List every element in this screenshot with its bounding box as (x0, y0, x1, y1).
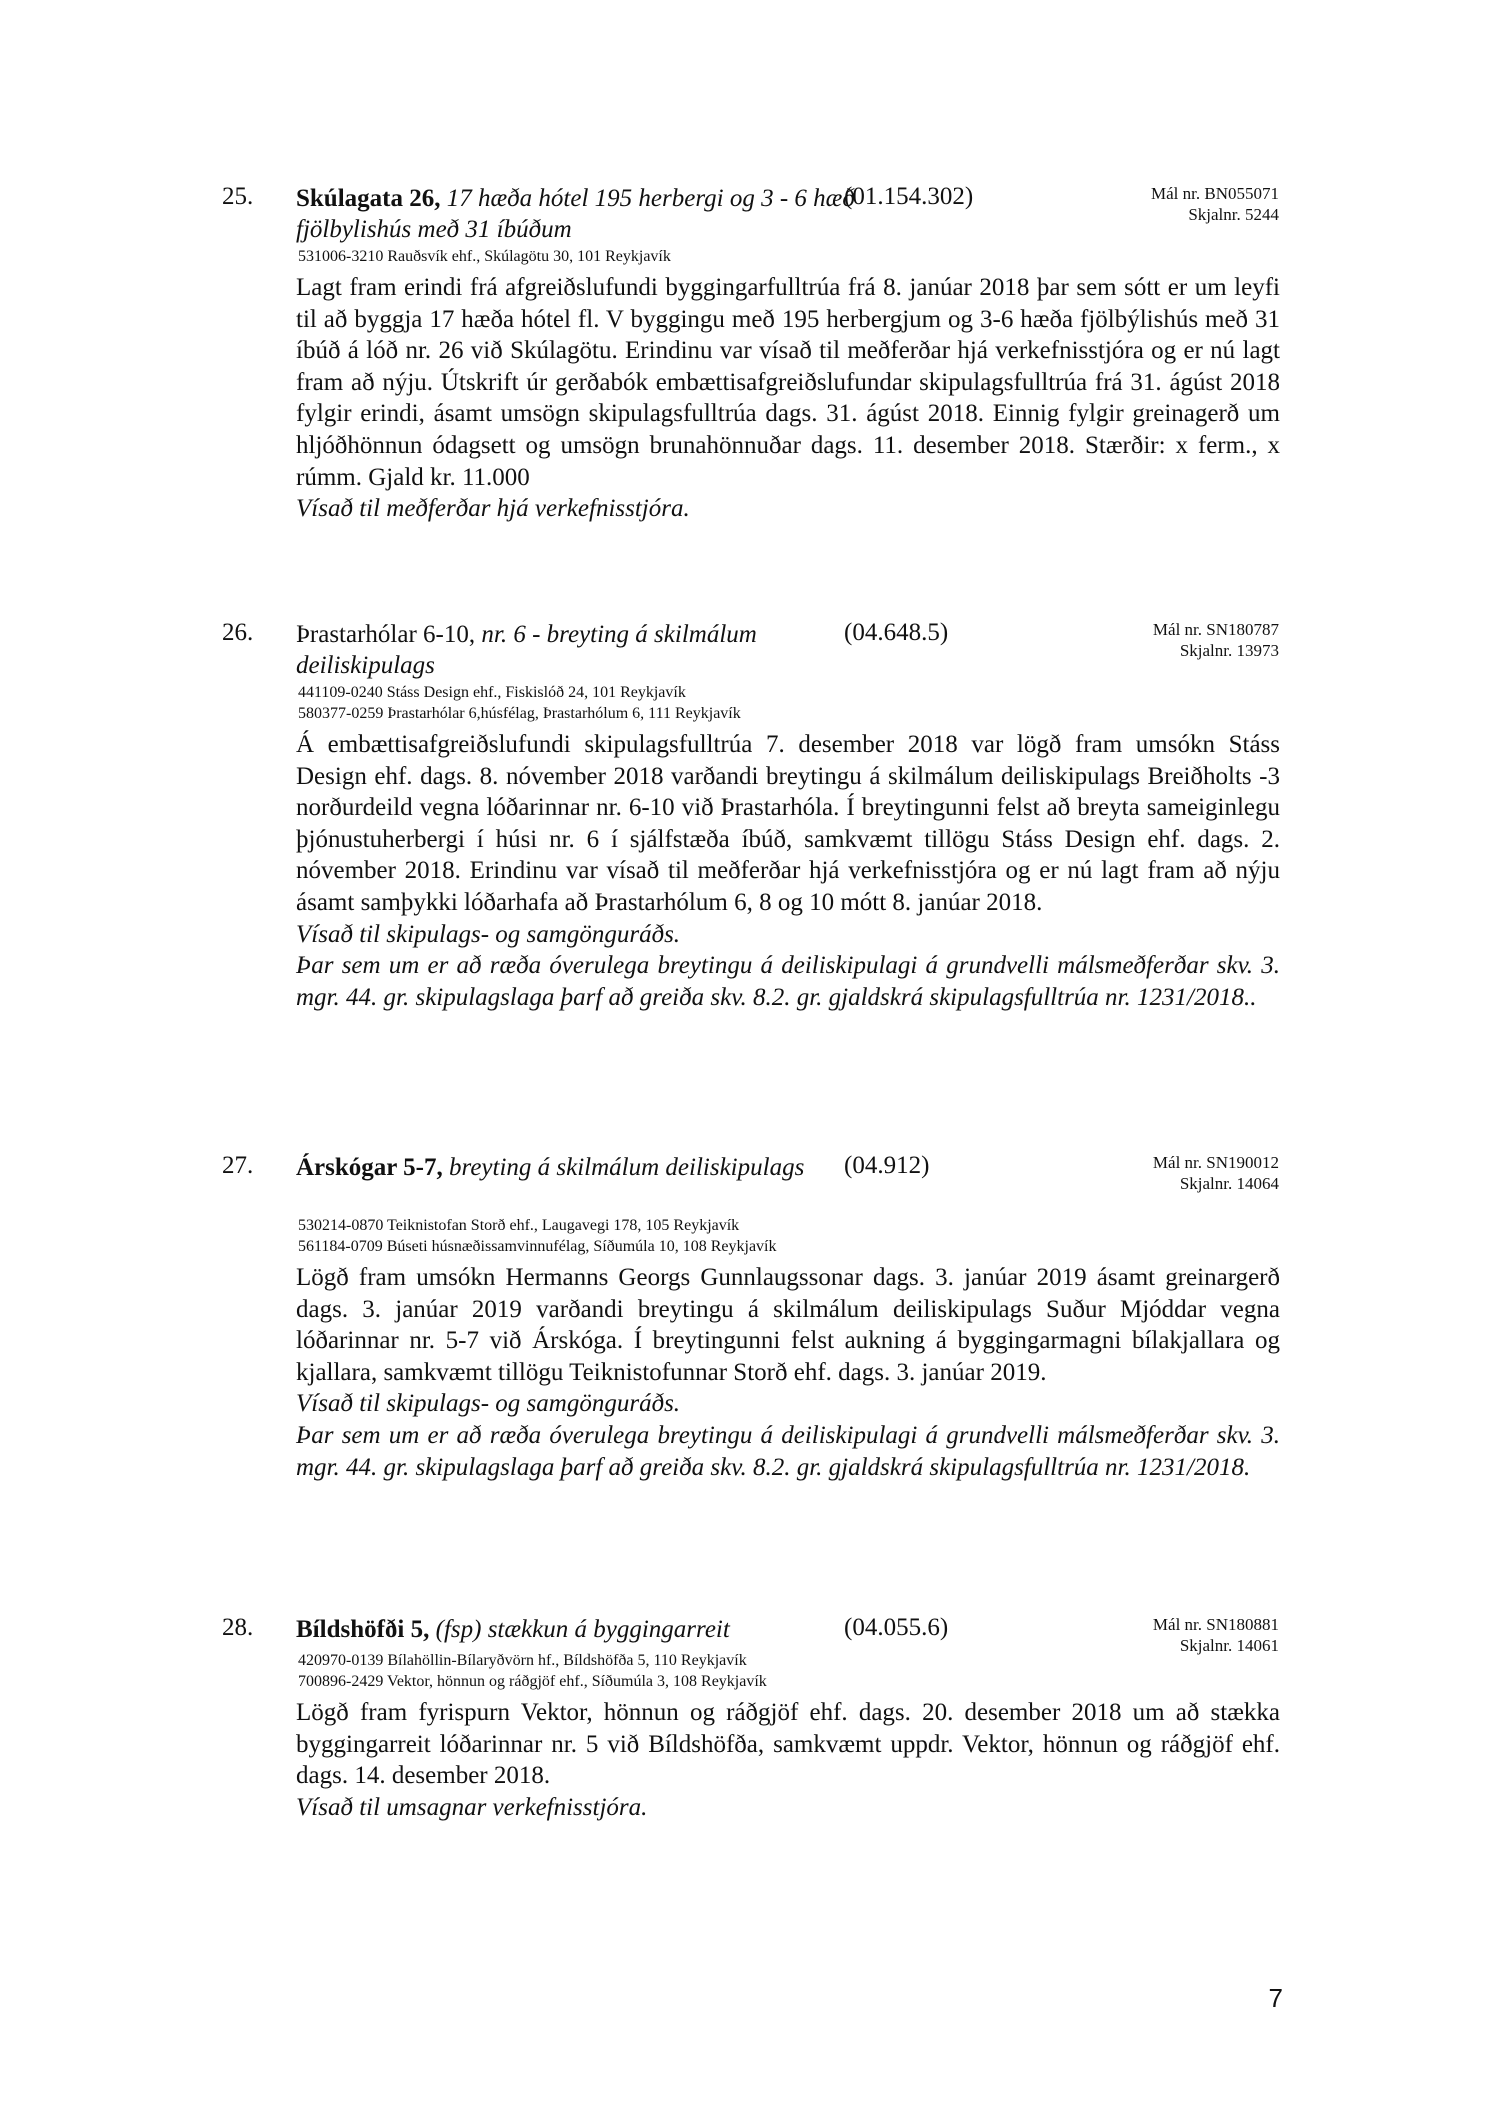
item-note: Þar sem um er að ræða óverulega breytingu á deiliskipulagi á grundvelli málsmeðferðar skv. 3. mgr. 44. gr. skipulagslaga þarf að greiða skv. 8.2. gr. gjaldskrá skipulagsfulltrúa nr. 1231/2018.. (296, 952, 1280, 1011)
case-number: Mál nr. SN180881 (1152, 1615, 1279, 1634)
item-title (296, 1614, 896, 1645)
case-number: Mál nr. SN180787 (1152, 620, 1279, 639)
title-description: breyting á skilmálum deiliskipulags (442, 1154, 805, 1181)
item-body (296, 1262, 1280, 1483)
item-decision: Vísað til meðferðar hjá verkefnisstjóra. (296, 495, 690, 523)
land-code: (04.648.5) (844, 619, 949, 646)
item-text: Lögð fram umsókn Hermanns Georgs Gunnlaugssonar dags. 3. janúar 2019 ásamt greinargerð dags. 3. janúar 2019 varðandi breytingu á skilmálum deiliskipulags Suður Mjóddar vegna lóðarinnar nr. 5-7 við Árskóga. Í breytingunni felst aukning á byggingarmagni bílakjallara og kjallara, samkvæmt tillögu Teiknistofunnar Storð ehf. dags. 3. janúar 2019. (296, 1264, 1280, 1386)
document-number: Skjalnr. 13973 (1179, 641, 1279, 660)
title-description: nr. 6 - breyting á skilmálum deiliskipulags (296, 621, 757, 679)
item-title (296, 1152, 856, 1183)
item-body (296, 729, 1280, 1013)
item-note: Þar sem um er að ræða óverulega breytingu á deiliskipulagi á grundvelli málsmeðferðar skv. 3. mgr. 44. gr. skipulagslaga þarf að greiða skv. 8.2. gr. gjaldskrá skipulagsfulltrúa nr. 1231/2018. (296, 1421, 1280, 1481)
applicant: 561184-0709 Búseti húsnæðissamvinnufélag, Síðumúla 10, 108 Reykjavík (298, 1238, 777, 1255)
item-decision: Vísað til skipulags- og samgönguráðs. (296, 1390, 681, 1418)
title-address: Árskógar 5-7, (296, 1154, 443, 1181)
item-title (296, 619, 856, 681)
applicant: 530214-0870 Teiknistofan Storð ehf., Laugavegi 178, 105 Reykjavík (298, 1217, 740, 1234)
item-number: 26. (222, 619, 254, 646)
item-number: 27. (222, 1152, 254, 1179)
case-reference (1153, 619, 1279, 661)
item-number: 28. (222, 1614, 254, 1641)
applicant-list (298, 1215, 777, 1257)
case-reference (1151, 183, 1279, 225)
item-text: Lögð fram fyrispurn Vektor, hönnun og ráðgjöf ehf. dags. 20. desember 2018 um að stækka byggingarreit lóðarinnar nr. 5 við Bíldshöfða, samkvæmt uppdr. Vektor, hönnun og ráðgjöf ehf. dags. 14. desember 2018. (296, 1699, 1280, 1790)
case-number: Mál nr. BN055071 (1151, 184, 1279, 203)
item-title (296, 183, 856, 245)
title-description: 17 hæða hótel 195 herbergi og 3 - 6 hæð fjölbylishús með 31 íbúðum (296, 185, 855, 243)
applicant: 700896-2429 Vektor, hönnun og ráðgjöf ehf., Síðumúla 3, 108 Reykjavík (298, 1673, 767, 1690)
land-code: (01.154.302) (844, 183, 974, 210)
applicant-list (298, 682, 741, 724)
case-number: Mál nr. SN190012 (1152, 1153, 1279, 1172)
applicant: 531006-3210 Rauðsvík ehf., Skúlagötu 30, 101 Reykjavík (298, 248, 671, 265)
title-address: Skúlagata 26, (296, 185, 441, 212)
document-number: Skjalnr. 5244 (1188, 205, 1279, 224)
item-text: Á embættisafgreiðslufundi skipulagsfulltrúa 7. desember 2018 var lögð fram umsókn Stáss Design ehf. dags. 8. nóvember 2018 varðandi breytingu á skilmálum deiliskipulags Breiðholts -3 norðurdeild vegna lóðarinnar nr. 6-10 við Þrastarhóla. Í breytingunni felst að breyta sameiginlegu þjónustuherbergi í húsi nr. 6 í sjálfstæða íbúð, samkvæmt tillögu Stáss Design ehf. dags. 2. nóvember 2018. Erindinu var vísað til meðferðar hjá verkefnisstjóra og er nú lagt fram að nýju ásamt samþykki lóðarhafa að Þrastarhólum 6, 8 og 10 mótt 8. janúar 2018. (296, 731, 1280, 916)
title-description: (fsp) stækkun á byggingarreit (429, 1616, 730, 1643)
applicant: 441109-0240 Stáss Design ehf., Fiskislóð 24, 101 Reykjavík (298, 684, 686, 701)
page-number: 7 (1268, 1983, 1283, 2013)
applicant: 420970-0139 Bílahöllin-Bílaryðvörn hf., Bíldshöfða 5, 110 Reykjavík (298, 1652, 747, 1669)
item-decision: Vísað til umsagnar verkefnisstjóra. (296, 1793, 648, 1821)
applicant-list (298, 246, 671, 267)
land-code: (04.055.6) (844, 1614, 949, 1641)
applicant-list (298, 1650, 767, 1692)
item-number: 25. (222, 183, 254, 210)
land-code: (04.912) (844, 1152, 930, 1179)
title-address: Þrastarhólar 6-10, (296, 621, 476, 648)
document-number: Skjalnr. 14061 (1179, 1636, 1279, 1655)
item-decision: Vísað til skipulags- og samgönguráðs. (296, 920, 681, 948)
item-body (296, 1697, 1280, 1823)
case-reference (1153, 1614, 1279, 1656)
item-text: Lagt fram erindi frá afgreiðslufundi byggingarfulltrúa frá 8. janúar 2018 þar sem sótt er um leyfi til að byggja 17 hæða hótel fl. V byggingu með 195 herbergjum og 3-6 hæða fjölbýlishús með 31 íbúð á lóð nr. 26 við Skúlagötu. Erindinu var vísað til meðferðar hjá verkefnisstjóra og er nú lagt fram að nýju. Útskrift úr gerðabók embættisafgreiðslufundar skipulagsfulltrúa frá 31. ágúst 2018 fylgir erindi, ásamt umsögn skipulagsfulltrúa dags. 31. ágúst 2018. Einnig fylgir greinagerð um hljóðhönnun ódagsett og umsögn brunahönnuðar dags. 11. desember 2018. Stærðir: x ferm., x rúmm. Gjald kr. 11.000 (296, 274, 1280, 491)
title-address: Bíldshöfði 5, (296, 1616, 430, 1643)
applicant: 580377-0259 Þrastarhólar 6,húsfélag, Þrastarhólum 6, 111 Reykjavík (298, 705, 741, 722)
document-number: Skjalnr. 14064 (1179, 1174, 1279, 1193)
case-reference (1153, 1152, 1279, 1194)
item-body (296, 272, 1280, 525)
